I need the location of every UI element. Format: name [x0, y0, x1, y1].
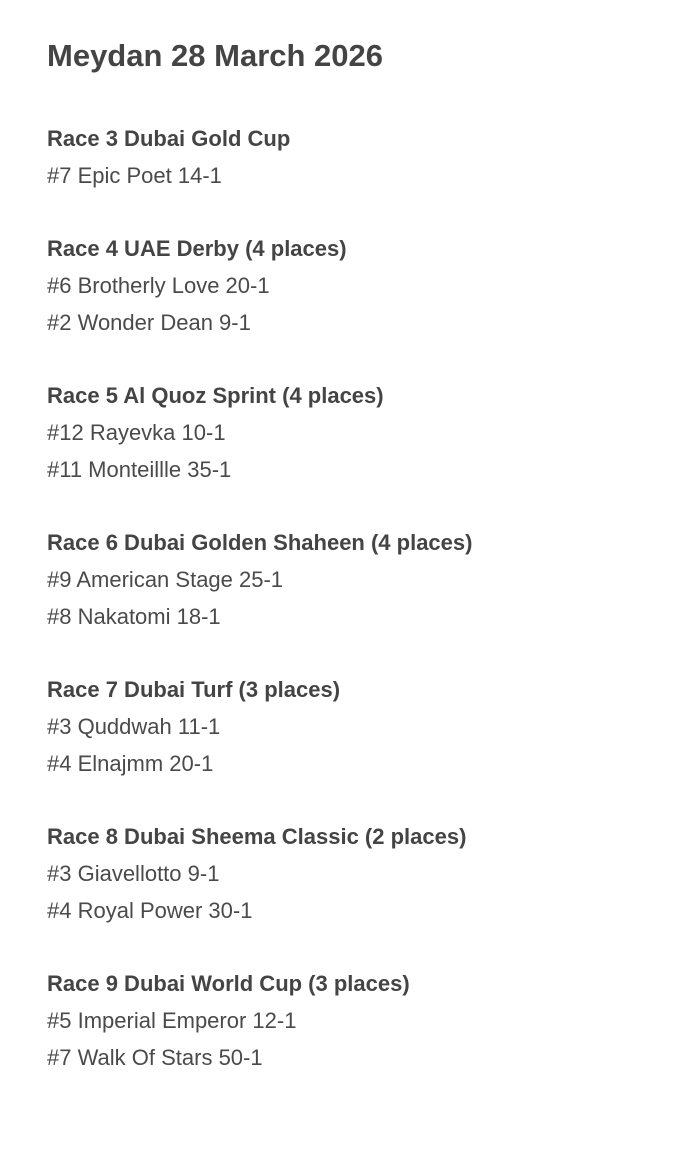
horse-pick: #7 Walk Of Stars 50-1: [47, 1045, 263, 1070]
race-section: [47, 524, 680, 635]
race-section: [47, 671, 680, 782]
horse-pick: #5 Imperial Emperor 12-1: [47, 1008, 297, 1033]
race-title: Race 7 Dubai Turf (3 places): [47, 677, 341, 702]
race-title: Race 4 UAE Derby (4 places): [47, 236, 347, 261]
note-title: Meydan 28 March 2026: [47, 38, 384, 73]
race-section: [47, 377, 680, 488]
horse-pick: #9 American Stage 25-1: [47, 567, 284, 592]
race-title: Race 9 Dubai World Cup (3 places): [47, 971, 410, 996]
race-section: [47, 965, 680, 1076]
horse-pick: #11 Monteillle 35-1: [47, 457, 232, 482]
race-section: [47, 818, 680, 929]
horse-pick: #4 Royal Power 30-1: [47, 898, 253, 923]
race-title: Race 3 Dubai Gold Cup: [47, 126, 291, 151]
horse-pick: #3 Giavellotto 9-1: [47, 861, 220, 886]
horse-pick: #12 Rayevka 10-1: [47, 420, 226, 445]
race-section: [47, 120, 680, 194]
horse-pick: #7 Epic Poet 14-1: [47, 163, 222, 188]
horse-pick: #4 Elnajmm 20-1: [47, 751, 214, 776]
race-title: Race 5 Al Quoz Sprint (4 places): [47, 383, 384, 408]
race-title: Race 6 Dubai Golden Shaheen (4 places): [47, 530, 473, 555]
horse-pick: #8 Nakatomi 18-1: [47, 604, 221, 629]
horse-pick: #6 Brotherly Love 20-1: [47, 273, 270, 298]
race-section: [47, 230, 680, 341]
horse-pick: #3 Quddwah 11-1: [47, 714, 221, 739]
race-title: Race 8 Dubai Sheema Classic (2 places): [47, 824, 467, 849]
horse-pick: #2 Wonder Dean 9-1: [47, 310, 251, 335]
